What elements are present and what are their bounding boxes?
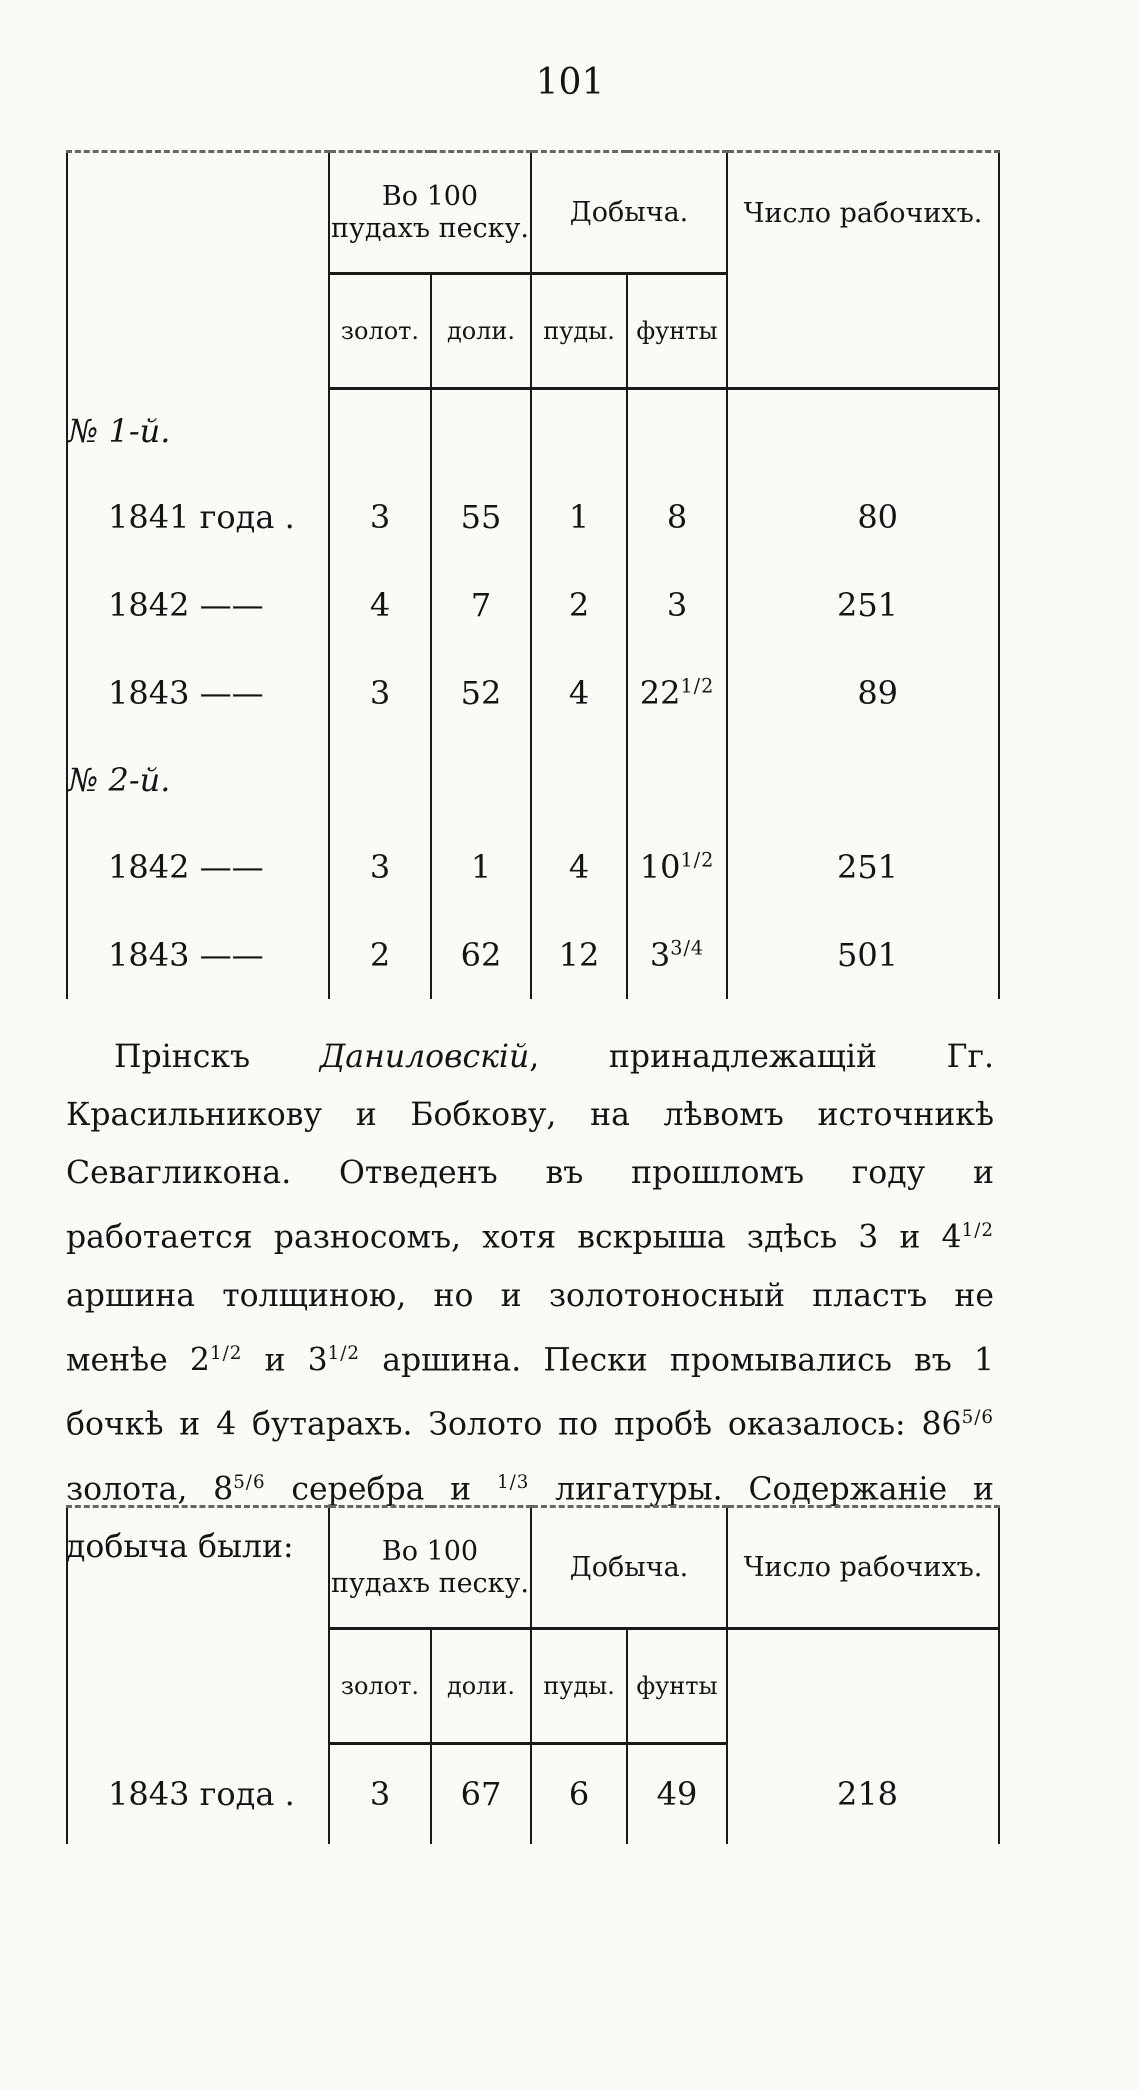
subheader-funty: фунты: [627, 274, 727, 389]
mine-name: Даниловскій: [319, 1039, 530, 1075]
gold-yield-table-1: [66, 150, 1000, 999]
table-row: 1843 —— 3 52 4 $22^{1/2}$ 89: [67, 649, 999, 737]
body-paragraph: Прінскъ Даниловскій, принадлежащій Гг. Красильникову и Бобкову, на лѣвомъ источникѣ Севагликона. Отведенъ въ прошломъ году и работается разносомъ, хотя вскрыша здѣсь 3 и $4^{1/2}$ аршина толщиною, но и золотоносный пластъ не менѣе $2^{1/2}$ и $3^{1/2}$ аршина. Пески промывались въ 1 бочкѣ и 4 бутарахъ. Золото по пробѣ оказалось: $86^{5/6}$ золота, $8^{5/6}$ серебра и $^{1/3}$ лигатуры. Содержаніе и добыча были:: [66, 1039, 994, 1565]
gold-yield-table-2: Во 100 пудахъ песку. Добыча. Число рабочихъ. золот. доли. пуды. фунты 1843 года . 3 67 6 49 218: [66, 1505, 1000, 1844]
section-label-2: № 2-й.: [67, 737, 329, 823]
header-yield-2: Добыча.: [531, 1507, 727, 1629]
subheader-pudy: пуды.: [531, 274, 627, 389]
table-row: 1843 года . 3 67 6 49 218: [67, 1744, 999, 1844]
header-workers: Число рабочихъ.: [727, 152, 999, 274]
subheader-gold: золот.: [329, 274, 431, 389]
header-stub: [67, 152, 329, 274]
section-label-1: № 1-й.: [67, 389, 329, 473]
subheader-doli: доли.: [431, 274, 531, 389]
header-workers-2: Число рабочихъ.: [727, 1507, 999, 1629]
table-row: 1841 года . 3 55 1 8 80: [67, 473, 999, 561]
table-row: 1842 —— 3 1 4 $10^{1/2}$ 251: [67, 823, 999, 911]
page-number: 101: [535, 62, 605, 103]
header-sand-per-100: Во 100 пудахъ песку.: [329, 152, 531, 274]
header-yield: Добыча.: [531, 152, 727, 274]
table-row: 1842 —— 4 7 2 3 251: [67, 561, 999, 649]
table-row: 1843 —— 2 62 12 $3^{3/4}$ 501: [67, 911, 999, 999]
header-sand-per-100-2: Во 100 пудахъ песку.: [329, 1507, 531, 1629]
